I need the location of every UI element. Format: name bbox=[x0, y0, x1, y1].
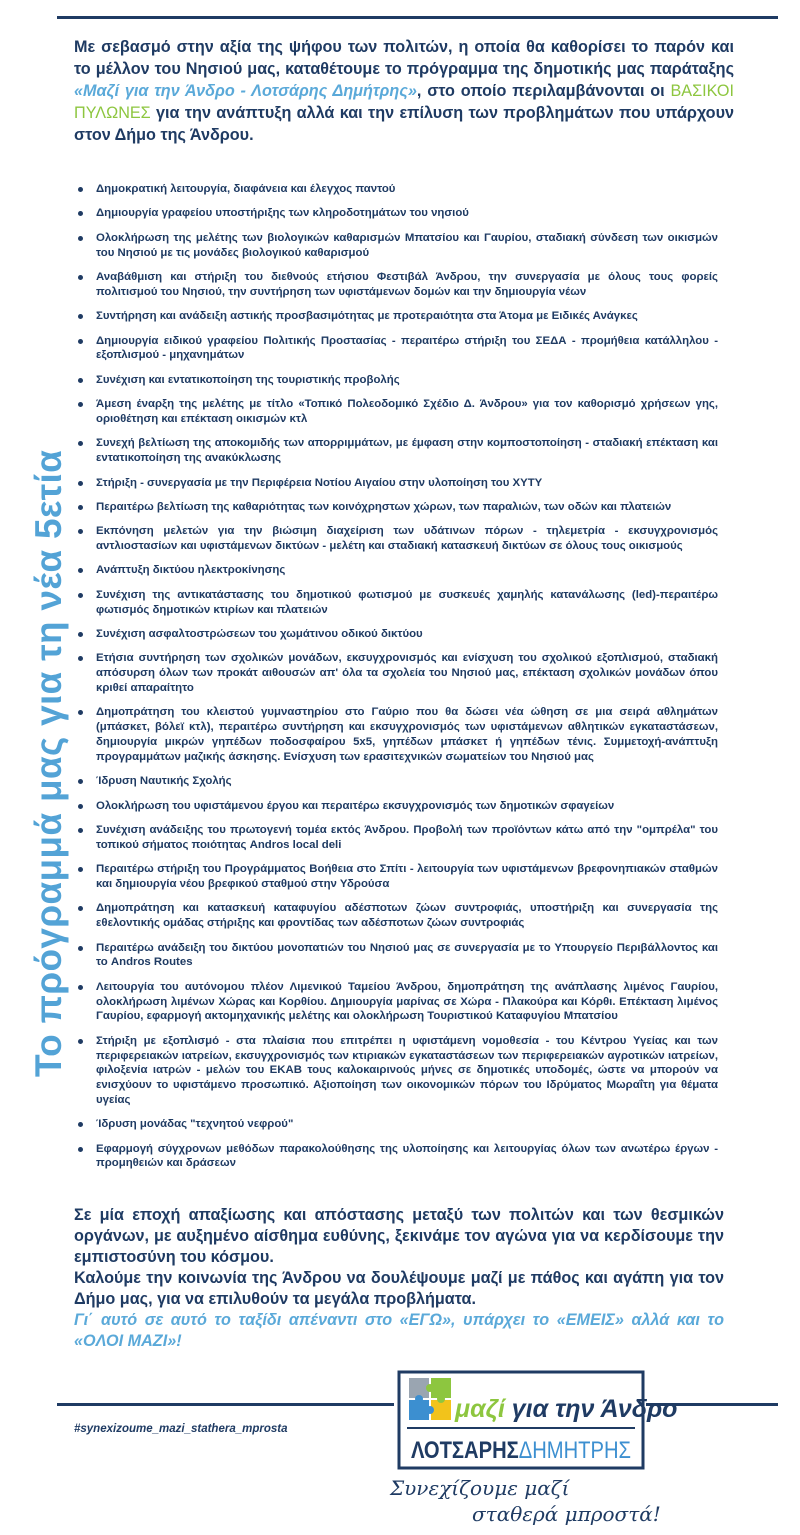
program-item-text: Στήριξη με εξοπλισμό - στα πλαίσια που επιτρέπει η υφιστάμενη νομοθεσία - του Κέντρου Υγείας και των περιφερειακών ιατρείων, εκσυγχρονισμός των κτιριακών εγκαταστάσεων των περιφερειακών αγροτικών ιατρείων, φιλοξενία ιατρών - μελών του ΕΚΑΒ τους καλοκαιρινούς μήνες σε δημοτικές υποδομές, ώστε να μπορούν να ενισχύουν το υφιστάμενο προσωπικό. Αξιοποίηση των οικονομικών πόρων του Ιδρύματος Μωραΐτη για θέματα υγείας bbox=[96, 1034, 718, 1106]
bullet-icon bbox=[78, 1039, 83, 1044]
program-item bbox=[78, 627, 718, 642]
bullet-icon bbox=[78, 211, 83, 216]
program-item-text: Ολοκλήρωση του υφιστάμενου έργου και περαιτέρω εκσυγχρονισμός των δημοτικών σφαγείων bbox=[96, 799, 615, 812]
slogan bbox=[390, 1475, 680, 1527]
bullet-icon bbox=[78, 985, 83, 990]
program-item-text: Συνέχιση ανάδειξης του πρωτογενή τομέα εκτός Άνδρου. Προβολή των προϊόντων κάτω από την "ομπρέλα" του τοπικού σήματος ποιότητας Andros local deli bbox=[96, 823, 718, 851]
program-item-text: Ανάπτυξη δικτύου ηλεκτροκίνησης bbox=[96, 564, 286, 577]
program-item bbox=[78, 476, 718, 491]
svg-text:ΛΟΤΣΑΡΗΣΔΗΜΗΤΡΗΣ bbox=[411, 1437, 653, 1464]
program-item-text: Δημιουργία γραφείου υποστήριξης των κληροδοτημάτων του νησιού bbox=[96, 207, 469, 220]
closing-section bbox=[74, 1205, 724, 1352]
program-item bbox=[78, 1142, 718, 1172]
vertical-title-area bbox=[0, 0, 69, 1110]
program-item bbox=[78, 270, 718, 300]
bullet-icon bbox=[78, 481, 83, 486]
program-item bbox=[78, 651, 718, 695]
bullet-icon bbox=[78, 867, 83, 872]
program-item-text: Λειτουργία του αυτόνομου πλέον Λιμενικού Ταμείου Άνδρου, δημοπράτηση της ανάπλασης λιμένος Γαυρίου, ολοκλήρωση λιμένων Χώρας και Κορθίου. Δημιουργία μαρίνας σε Χώρα - Πλακούρα και Κόρθι. Επέκταση λιμένος Γαυρίου, εφαρμογή ακτομηχανικής μελέτης και ολοκλήρωση Τουριστικού Καταφυγίου Μπατσίου bbox=[96, 980, 718, 1023]
bullet-icon bbox=[78, 828, 83, 833]
bullet-icon bbox=[78, 632, 83, 637]
hashtag: #synexizoume_mazi_stathera_mprosta bbox=[74, 1423, 288, 1435]
program-item-text: Ίδρυση μονάδας "τεχνητού νεφρού" bbox=[96, 1118, 294, 1131]
logo-firstname: ΔΗΜΗΤΡΗΣ bbox=[518, 1437, 653, 1464]
bullet-icon bbox=[78, 656, 83, 661]
program-list bbox=[78, 182, 718, 1181]
program-item-text: Περαιτέρω βελτίωση της καθαριότητας των κοινόχρηστων χώρων, των παραλιών, των οδών και πλατειών bbox=[96, 500, 672, 513]
intro-text-3: για την ανάπτυξη αλλά και την επίλυση των προβλημάτων που υπάρχουν στον Δήμο της Άνδρου. bbox=[74, 104, 734, 144]
program-item-text: Άμεση έναρξη της μελέτης με τίτλο «Τοπικό Πολεοδομικό Σχέδιο Δ. Άνδρου» για τον καθορισμό χρήσεων γης, οριοθέτηση και επέκταση οικισμών κτλ bbox=[96, 398, 718, 425]
program-item-text: Εφαρμογή σύγχρονων μεθόδων παρακολούθησης της υλοποίησης και λειτουργίας όλων των ανωτέρω έργων - προμηθειών και δράσεων bbox=[96, 1142, 718, 1170]
closing-paragraph-2: Καλούμε την κοινωνία της Άνδρου να δουλέψουμε μαζί με πάθος και αγάπη για τον Δήμο μας, για να επιλυθούν τα μεγάλα προβλήματα. bbox=[74, 1269, 724, 1308]
program-item-text: Δημοπράτηση και κατασκευή καταφυγίου αδέσποτων ζώων συντροφιάς, υποστήριξη και συνεργασία της εθελοντικής ομάδας στήριξης και φροντίδας των αδέσποτων ζώων συντροφιάς bbox=[96, 902, 718, 930]
program-item bbox=[78, 799, 718, 814]
program-item bbox=[78, 436, 718, 466]
bullet-icon bbox=[78, 710, 83, 715]
intro-text-1: Με σεβασμό στην αξία της ψήφου των πολιτών, η οποία θα καθορίσει το παρόν και το μέλλον του Νησιού μας, καταθέτουμε το πρόγραμμα της δημοτικής μας παράταξης bbox=[74, 38, 734, 78]
bullet-icon bbox=[78, 593, 83, 598]
party-name: «Μαζί για την Άνδρο - Λοτσάρης Δημήτρης» bbox=[74, 82, 417, 100]
program-item bbox=[78, 862, 718, 892]
bullet-icon bbox=[78, 314, 83, 319]
bullet-icon bbox=[78, 779, 83, 784]
program-item bbox=[78, 182, 718, 197]
program-item bbox=[78, 334, 718, 364]
program-item-text: Δημοκρατική λειτουργία, διαφάνεια και έλεγχος παντού bbox=[96, 183, 396, 195]
bullet-icon bbox=[78, 236, 83, 241]
program-item bbox=[78, 823, 718, 853]
program-item bbox=[78, 373, 718, 388]
program-item bbox=[78, 397, 718, 427]
program-item-text: Ολοκλήρωση της μελέτης των βιολογικών καθαρισμών Μπατσίου και Γαυρίου, σταδιακή σύνδεση των οικισμών του Νησιού με τις μονάδες βιολογικού καθαρισμού bbox=[96, 231, 718, 259]
bullet-icon bbox=[78, 378, 83, 383]
program-item-text: Εκπόνηση μελετών για την βιώσιμη διαχείριση των υδάτινων πόρων - τηλεμετρία - εκσυγχρονισμός αντλιοστασίων και υφιστάμενων δικτύων - μελέτη και σταδιακή κατασκευή δικτύων σε όλους τους οικισμούς bbox=[96, 525, 718, 553]
intro-text-2: , στο οποίο περιλαμβάνονται οι bbox=[416, 82, 671, 100]
bullet-icon bbox=[78, 187, 83, 192]
program-item bbox=[78, 231, 718, 261]
bullet-icon bbox=[78, 804, 83, 809]
program-item-text: Ίδρυση Ναυτικής Σχολής bbox=[96, 775, 232, 788]
program-item-text: Περαιτέρω στήριξη του Προγράμματος Βοήθεια στο Σπίτι - λειτουργία των υφιστάμενων βρεφονηπιακών σταθμών και δημιουργία νέου βρεφικού σταθμού στην Υδρούσα bbox=[96, 863, 718, 890]
program-item bbox=[78, 1117, 718, 1132]
program-item-text: Δημιουργία ειδικού γραφείου Πολιτικής Προστασίας - περαιτέρω στήριξη του ΣΕΔΑ - προμήθεια κατάλληλου - εξοπλισμού - μηχανημάτων bbox=[96, 334, 718, 362]
program-item bbox=[78, 524, 718, 554]
logo-word-andros: για την Άνδρο bbox=[504, 1395, 678, 1423]
program-item-text: Συντήρηση και ανάδειξη αστικής προσβασιμότητας με προτεραιότητα στα Άτομα με Ειδικές Ανάγκες bbox=[96, 310, 638, 323]
party-logo bbox=[397, 1370, 678, 1470]
logo-word-mazi: μαζί bbox=[455, 1395, 505, 1423]
pillars-highlight: ΒΑΣΙΚΟΙ ΠΥΛΩΝΕΣ bbox=[74, 82, 734, 122]
program-item bbox=[78, 774, 718, 789]
program-item-text: Συνεχή βελτίωση της αποκομιδής των απορριμμάτων, με έμφαση στην κομποστοποίηση - σταδιακή επέκταση και εντατικοποίηση της ανακύκλωσης bbox=[96, 437, 718, 465]
closing-paragraph-3: Γι΄ αυτό σε αυτό το ταξίδι απέναντι στο «ΕΓΩ», υπάρχει το «ΕΜΕΙΣ» αλλά και το «ΟΛΟΙ ΜΑΖΙ»! bbox=[74, 1311, 724, 1350]
program-item-text: Αναβάθμιση και στήριξη του διεθνούς ετήσιου Φεστιβάλ Άνδρου, την συνεργασία με όλους τους φορείς πολιτισμού του Νησιού, την συντήρηση των υφιστάμενων δομών και την δημιουργία νέων bbox=[96, 270, 718, 298]
slogan-line-1: Συνεχίζουμε μαζί bbox=[390, 1476, 570, 1500]
vertical-title: Το πρόγραμμά μας για τη νέα 5ετία bbox=[28, 449, 69, 1077]
bottom-divider-left bbox=[57, 1403, 394, 1406]
program-item bbox=[78, 500, 718, 515]
program-item bbox=[78, 1034, 718, 1108]
top-divider bbox=[57, 16, 778, 19]
program-item bbox=[78, 705, 718, 764]
bullet-icon bbox=[78, 505, 83, 510]
bullet-icon bbox=[78, 275, 83, 280]
slogan-line-2: σταθερά μπροστά! bbox=[472, 1502, 661, 1526]
program-item bbox=[78, 901, 718, 931]
bullet-icon bbox=[78, 339, 83, 344]
logo-surname: ΛΟΤΣΑΡΗΣ bbox=[411, 1437, 540, 1464]
program-item bbox=[78, 980, 718, 1024]
bullet-icon bbox=[78, 441, 83, 446]
bullet-icon bbox=[78, 402, 83, 407]
program-item-text: Συνέχιση και εντατικοποίηση της τουριστικής προβολής bbox=[96, 373, 400, 386]
program-item bbox=[78, 309, 718, 324]
program-item-text: Στήριξη - συνεργασία με την Περιφέρεια Νοτίου Αιγαίου στην υλοποίηση του ΧΥΤΥ bbox=[96, 476, 543, 489]
bullet-icon bbox=[78, 568, 83, 573]
bullet-icon bbox=[78, 1147, 83, 1152]
svg-text:μαζί για την Άνδρο bbox=[454, 1395, 677, 1423]
bullet-icon bbox=[78, 529, 83, 534]
program-item bbox=[78, 206, 718, 221]
program-item-text: Περαιτέρω ανάδειξη του δικτύου μονοπατιών του Νησιού μας σε συνεργασία με το Υπουργείο Περιβάλλοντος και το Andros Routes bbox=[96, 941, 718, 969]
program-item-text: Συνέχιση ασφαλτοστρώσεων του χωμάτινου οδικού δικτύου bbox=[96, 628, 423, 641]
program-item bbox=[78, 563, 718, 578]
program-item bbox=[78, 941, 718, 971]
program-item-text: Ετήσια συντήρηση των σχολικών μονάδων, εκσυγχρονισμός και ενίσχυση του σχολικού εξοπλισμού, σταδιακή απόσυρση όλων των προκάτ αιθουσών απ' όλα τα σχολεία του Νησιού μας, επέκταση σχολικών μονάδων όπου κριθεί απαραίτητο bbox=[96, 652, 718, 695]
bullet-icon bbox=[78, 906, 83, 911]
program-item-text: Δημοπράτηση του κλειστού γυμναστηρίου στο Γαύριο που θα δώσει νέα ώθηση σε μια σειρά αθλημάτων (μπάσκετ, βόλεϊ κτλ), περαιτέρω συντήρηση και εκσυγχρονισμός των υφιστάμενων αθλητικών εγκαταστάσεων, δημιουργία μικρών γηπέδων ποδοσφαίρου 5x5, γηπέδων μπάσκετ ή γηπέδων τένις. Συμμετοχή-ανάπτυξη προγραμμάτων μαζικής άσκησης. Ενίσχυση των ερασιτεχνικών σωματείων του Νησιού μας bbox=[96, 706, 718, 763]
closing-paragraph-1: Σε μία εποχή απαξίωσης και απόστασης μεταξύ των πολιτών και των θεσμικών οργάνων, με αυξημένο αίσθημα ευθύνης, ξεκινάμε τον αγώνα για να κερδίσουμε την εμπιστοσύνη του κόσμου. bbox=[74, 1206, 724, 1266]
logo-separator bbox=[407, 1427, 635, 1429]
program-item-text: Συνέχιση της αντικατάστασης του δημοτικού φωτισμού με συσκευές χαμηλής κατανάλωσης (led)-περαιτέρω φωτισμός δημοτικών κτιρίων και πλατειών bbox=[96, 588, 718, 616]
bullet-icon bbox=[78, 946, 83, 951]
intro-paragraph bbox=[74, 36, 734, 146]
bullet-icon bbox=[78, 1122, 83, 1127]
program-item bbox=[78, 588, 718, 618]
